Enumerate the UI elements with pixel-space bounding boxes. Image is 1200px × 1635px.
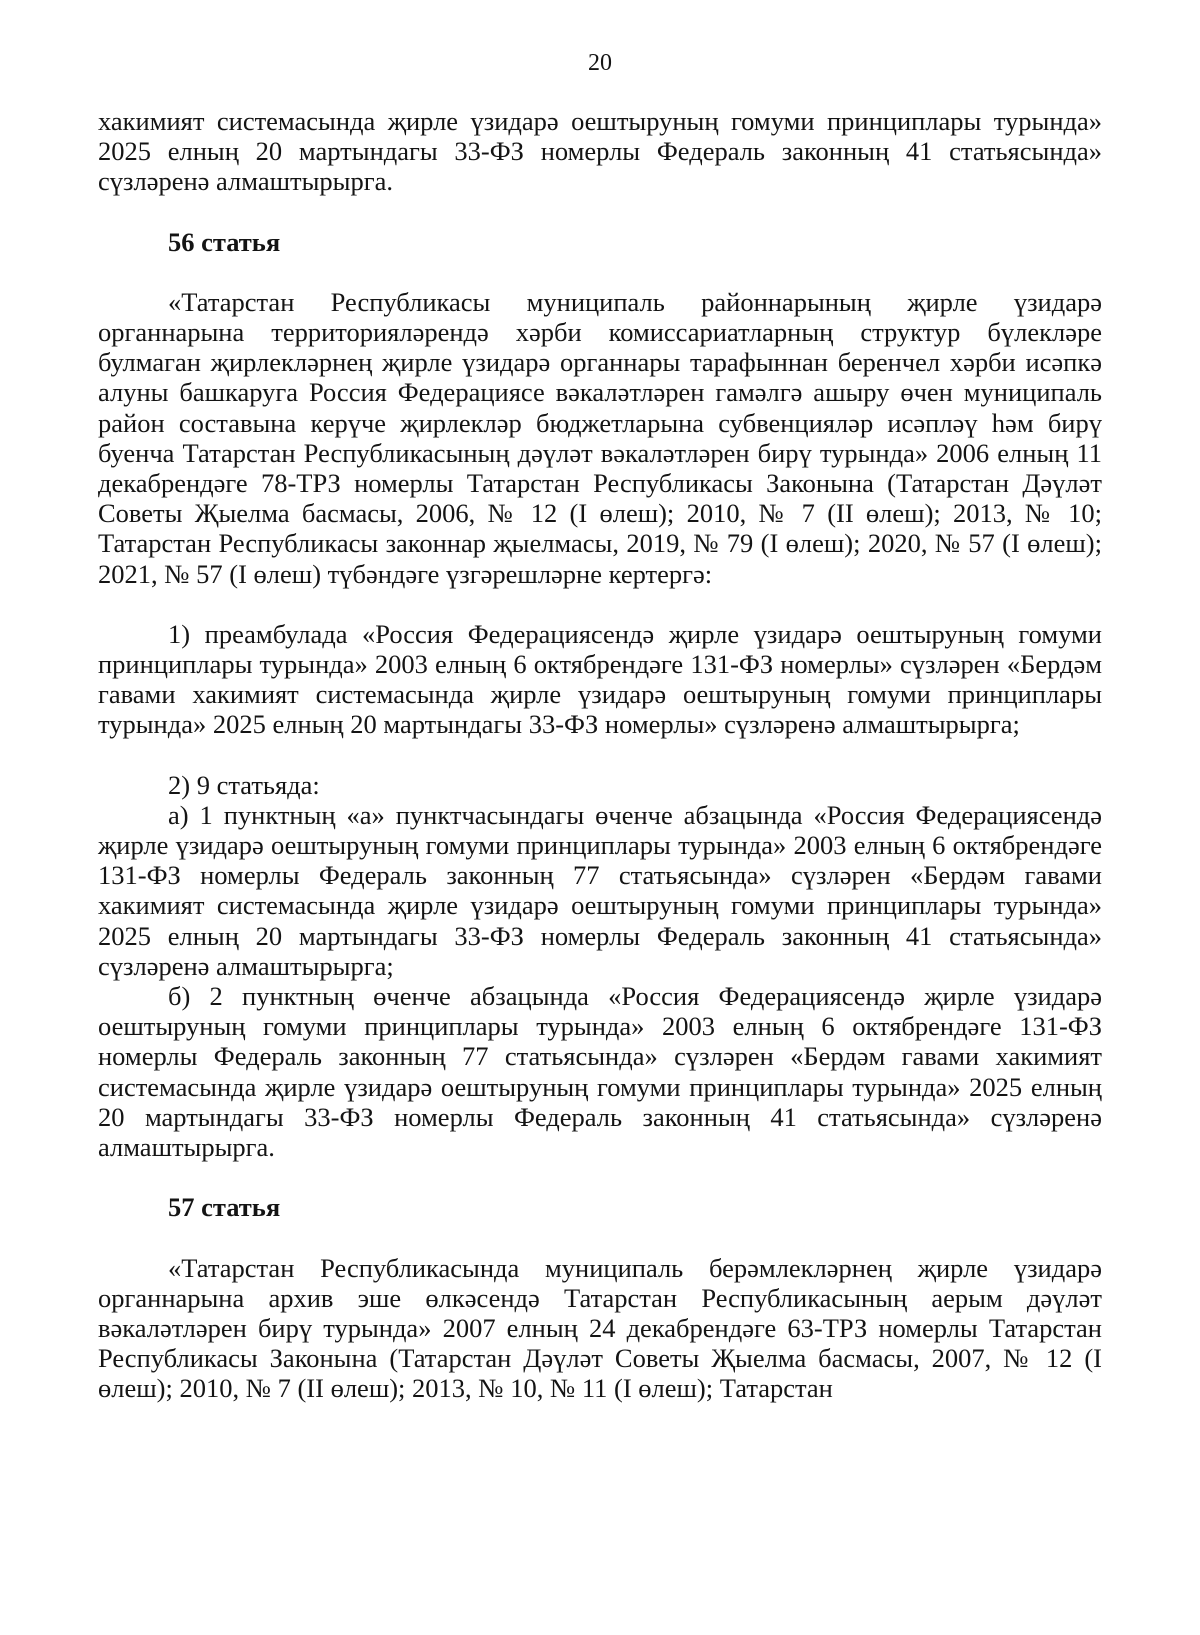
page-number: 20	[588, 50, 612, 76]
article-57-heading: 57 статья	[168, 1192, 281, 1223]
article-56-item-2: 2) 9 статьяда:	[168, 769, 320, 800]
article-56-heading: 56 статья	[168, 226, 281, 257]
continuation-paragraph: хакимият системасында җирле үзидарә оештыруның гомуми принциплары турында» 2025 елның 20 мартындагы 33-ФЗ номерлы Федераль законның 41 статьясында» сүзләренә алмаштырырга.	[98, 106, 1102, 197]
article-56-item-2a: а) 1 пунктның «а» пунктчасындагы өченче абзацында «Россия Федерациясендә җирле үзидарә оештыруның гомуми принциплары турында» 2003 елның 6 октябрендәге 131-ФЗ номерлы Федераль законның 77 статьясында» сүзләрен «Бердәм гавами хакимият системасында җирле үзидарә оештыруның гомуми принциплары турында» 2025 елның 20 мартындагы 33-ФЗ номерлы Федераль законның 41 статьясында» сүзләренә алмаштырырга;	[98, 799, 1102, 981]
article-56-item-1: 1) преамбулада «Россия Федерациясендә җирле үзидарә оештыруның гомуми принциплары турында» 2003 елның 6 октябрендәге 131-ФЗ номерлы» сүзләрен «Бердәм гавами хакимият системасында җирле үзидарә оештыруның гомуми принциплары турында» 2025 елның 20 мартындагы 33-ФЗ номерлы» сүзләренә алмаштырырга;	[98, 618, 1102, 740]
article-56-item-2b: б) 2 пунктның өченче абзацында «Россия Федерациясендә җирле үзидарә оештыруның гомуми принциплары турында» 2003 елның 6 октябрендәге 131-ФЗ номерлы Федераль законның 77 статьясында» сүзләрен «Бердәм гавами хакимият системасында җирле үзидарә оештыруның гомуми принциплары турында» 2025 елның 20 мартындагы 33-ФЗ номерлы Федераль законның 41 статьясында» сүзләренә алмаштырырга.	[98, 981, 1102, 1163]
document-body	[98, 106, 1102, 1404]
article-57-intro: «Татарстан Республикасында муниципаль берәмлекләрнең җирле үзидарә органнарына архив эше өлкәсендә Татарстан Республикасының аерым дәүләт вәкаләтләрен бирү турында» 2007 елның 24 декабрендәге 63-ТРЗ номерлы Татарстан Республикасы Законына (Татарстан Дәүләт Советы Җыелма басмасы, 2007, № 12 (I өлеш); 2010, № 7 (II өлеш); 2013, № 10, № 11 (I өлеш); Татарстан	[98, 1252, 1102, 1404]
article-56-intro: «Татарстан Республикасы муниципаль районнарының җирле үзидарә органнарына территорияләрендә хәрби комиссариатларның структур бүлекләре булмаган җирлекләрнең җирле үзидарә органнары тарафыннан беренчел хәрби исәпкә алуны башкаруга Россия Федерациясе вәкаләтләрен гамәлгә ашыру өчен муниципаль район составына керүче җирлекләр бюджетларына субвенцияләр исәпләү һәм бирү буенча Татарстан Республикасының дәүләт вәкаләтләрен бирү турында» 2006 елның 11 декабрендәге 78-ТРЗ номерлы Татарстан Республикасы Законына (Татарстан Дәүләт Советы Җыелма басмасы, 2006, № 12 (I өлеш); 2010, № 7 (II өлеш); 2013, № 10; Татарстан Республикасы законнар җыелмасы, 2019, № 79 (I өлеш); 2020, № 57 (I өлеш); 2021, № 57 (I өлеш) түбәндәге үзгәрешләрне кертергә:	[98, 286, 1102, 589]
